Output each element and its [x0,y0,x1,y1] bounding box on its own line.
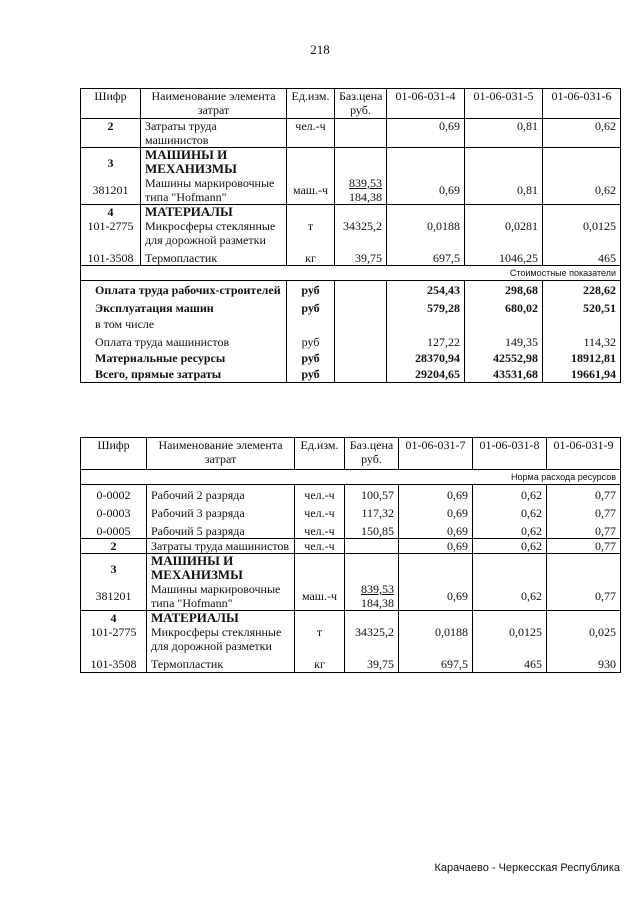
row-value-2: 1046,25 [465,247,543,266]
row-name: Рабочий 5 разряда [147,520,295,539]
table-row [81,611,621,626]
summary-value-2: 149,35 [465,331,543,349]
row-value-1: 0,69 [399,502,473,520]
row-code: 381201 [81,582,147,611]
table-header-row [81,89,621,119]
row-value-1: 0,69 [387,176,465,205]
row-code: 101-2775 [81,219,141,247]
row-value-1: 697,5 [399,653,473,673]
cost-table-1 [80,88,621,383]
table-row [81,554,621,583]
table-row [81,148,621,177]
table-row [81,119,621,148]
summary-name: Оплата труда машинистов [81,331,287,349]
header-col3: 01-06-031-6 [543,89,621,119]
row-value-3: 0,0125 [543,219,621,247]
section-code: 4 [81,611,147,626]
section-code: 3 [81,148,141,177]
summary-value-1: 579,28 [387,297,465,315]
row-price: 150,85 [345,520,399,539]
row-value-2: 0,62 [473,520,547,539]
summary-name: Всего, прямые затраты [81,365,287,383]
row-value-2: 0,62 [473,485,547,503]
cost-table-2 [80,437,621,673]
summary-value-3: 520,51 [543,297,621,315]
row-value-3: 0,62 [543,176,621,205]
row-unit: т [287,219,335,247]
summary-unit: руб [287,365,335,383]
summary-unit: руб [287,297,335,315]
row-code: 0-0005 [81,520,147,539]
summary-name: в том числе [81,315,287,331]
row-value-3: 0,025 [547,625,621,653]
row-price [345,582,399,611]
summary-name: Материальные ресурсы [81,349,287,365]
table-row [81,520,621,539]
header-unit: Ед.изм. [287,89,335,119]
summary-value-2: 298,68 [465,281,543,298]
row-code: 101-2775 [81,625,147,653]
row-unit: кг [287,247,335,266]
header-price: Баз.цена руб. [345,438,399,470]
row-value-2: 0,62 [473,539,547,554]
row-name: Рабочий 3 разряда [147,502,295,520]
summary-value-3: 228,62 [543,281,621,298]
row-value-3: 0,77 [547,502,621,520]
row-name: Микросферы стеклянные для дорожной разметки [141,219,287,247]
row-code: 381201 [81,176,141,205]
row-price: 34325,2 [345,625,399,653]
header-col1: 01-06-031-4 [387,89,465,119]
row-value-3: 0,77 [547,582,621,611]
price-labor: 184,38 [361,596,394,610]
summary-value-1: 29204,65 [387,365,465,383]
row-value-2: 0,0125 [473,625,547,653]
row-unit: чел.-ч [295,520,345,539]
summary-row [81,281,621,298]
row-value-1: 0,69 [399,520,473,539]
header-col3: 01-06-031-9 [547,438,621,470]
row-name: Машины маркировочные типа "Hofmann" [141,176,287,205]
row-value-1: 0,0188 [399,625,473,653]
row-price: 39,75 [345,653,399,673]
row-price: 100,57 [345,485,399,503]
row-value-3: 0,77 [547,520,621,539]
summary-unit: руб [287,349,335,365]
header-col2: 01-06-031-5 [465,89,543,119]
row-value-1: 0,69 [399,582,473,611]
row-price: 39,75 [335,247,387,266]
table-row [81,219,621,247]
summary-row [81,365,621,383]
header-col1: 01-06-031-7 [399,438,473,470]
row-value-1: 0,69 [399,485,473,503]
section-title: МАШИНЫ И МЕХАНИЗМЫ [141,148,287,177]
section-label: Норма расхода ресурсов [81,470,621,485]
section-title: МАТЕРИАЛЫ [147,611,295,626]
row-name: Затраты труда машинистов [141,119,287,148]
row-unit: чел.-ч [287,119,335,148]
page-footer: Карачаево - Черкесская Республика [434,862,620,874]
price-main: 839,53 [349,176,382,190]
row-code: 2 [81,539,147,554]
row-name: Микросферы стеклянные для дорожной разметки [147,625,295,653]
row-code: 0-0003 [81,502,147,520]
row-code: 0-0002 [81,485,147,503]
row-name: Рабочий 2 разряда [147,485,295,503]
summary-row [81,349,621,365]
row-value-3: 0,77 [547,485,621,503]
row-value-3: 465 [543,247,621,266]
summary-value-2: 680,02 [465,297,543,315]
summary-value-3: 114,32 [543,331,621,349]
header-name: Наименование элемента затрат [141,89,287,119]
table-row [81,625,621,653]
summary-value-2: 43531,68 [465,365,543,383]
row-unit: маш.-ч [295,582,345,611]
summary-row [81,315,621,331]
row-value-2: 0,0281 [465,219,543,247]
row-value-3: 0,77 [547,539,621,554]
row-unit: кг [295,653,345,673]
header-col2: 01-06-031-8 [473,438,547,470]
table-row [81,582,621,611]
row-value-1: 0,69 [387,119,465,148]
row-value-3: 0,62 [543,119,621,148]
section-divider [81,266,621,281]
row-value-2: 0,81 [465,176,543,205]
summary-unit: руб [287,281,335,298]
header-code: Шифр [81,438,147,470]
summary-row [81,297,621,315]
row-unit: чел.-ч [295,502,345,520]
section-label: Стоимостные показатели [81,266,621,281]
header-price: Баз.цена руб. [335,89,387,119]
price-labor: 184,38 [349,190,382,204]
row-value-1: 697,5 [387,247,465,266]
row-value-2: 465 [473,653,547,673]
row-price: 34325,2 [335,219,387,247]
row-value-3: 930 [547,653,621,673]
row-code: 101-3508 [81,247,141,266]
table-row [81,539,621,554]
row-code: 2 [81,119,141,148]
summary-value-1: 254,43 [387,281,465,298]
summary-value-3: 18912,81 [543,349,621,365]
row-code: 101-3508 [81,653,147,673]
table-row [81,176,621,205]
row-name: Термопластик [141,247,287,266]
summary-value-1: 28370,94 [387,349,465,365]
header-unit: Ед.изм. [295,438,345,470]
summary-unit: руб [287,331,335,349]
row-price [335,119,387,148]
row-unit: маш.-ч [287,176,335,205]
summary-name: Эксплуатация машин [81,297,287,315]
row-unit: чел.-ч [295,485,345,503]
summary-value-2: 42552,98 [465,349,543,365]
row-value-1: 0,69 [399,539,473,554]
summary-value-1: 127,22 [387,331,465,349]
section-code: 4 [81,205,141,220]
table-row [81,653,621,673]
row-price [335,176,387,205]
row-value-2: 0,62 [473,582,547,611]
header-name: Наименование элемента затрат [147,438,295,470]
header-code: Шифр [81,89,141,119]
section-divider [81,470,621,485]
row-value-2: 0,62 [473,502,547,520]
row-name: Затраты труда машинистов [147,539,295,554]
section-title: МАТЕРИАЛЫ [141,205,287,220]
row-price: 117,32 [345,502,399,520]
summary-row [81,331,621,349]
table-header-row [81,438,621,470]
row-unit: т [295,625,345,653]
summary-value-3: 19661,94 [543,365,621,383]
section-code: 3 [81,554,147,583]
row-value-1: 0,0188 [387,219,465,247]
price-main: 839,53 [361,582,394,596]
table-row [81,485,621,503]
row-price [345,539,399,554]
table-row [81,502,621,520]
summary-name: Оплата труда рабочих-строителей [81,281,287,298]
table-row [81,247,621,266]
page-number: 218 [310,42,330,57]
row-name: Машины маркировочные типа "Hofmann" [147,582,295,611]
row-unit: чел.-ч [295,539,345,554]
table-row [81,205,621,220]
section-title: МАШИНЫ И МЕХАНИЗМЫ [147,554,295,583]
row-name: Термопластик [147,653,295,673]
row-value-2: 0,81 [465,119,543,148]
